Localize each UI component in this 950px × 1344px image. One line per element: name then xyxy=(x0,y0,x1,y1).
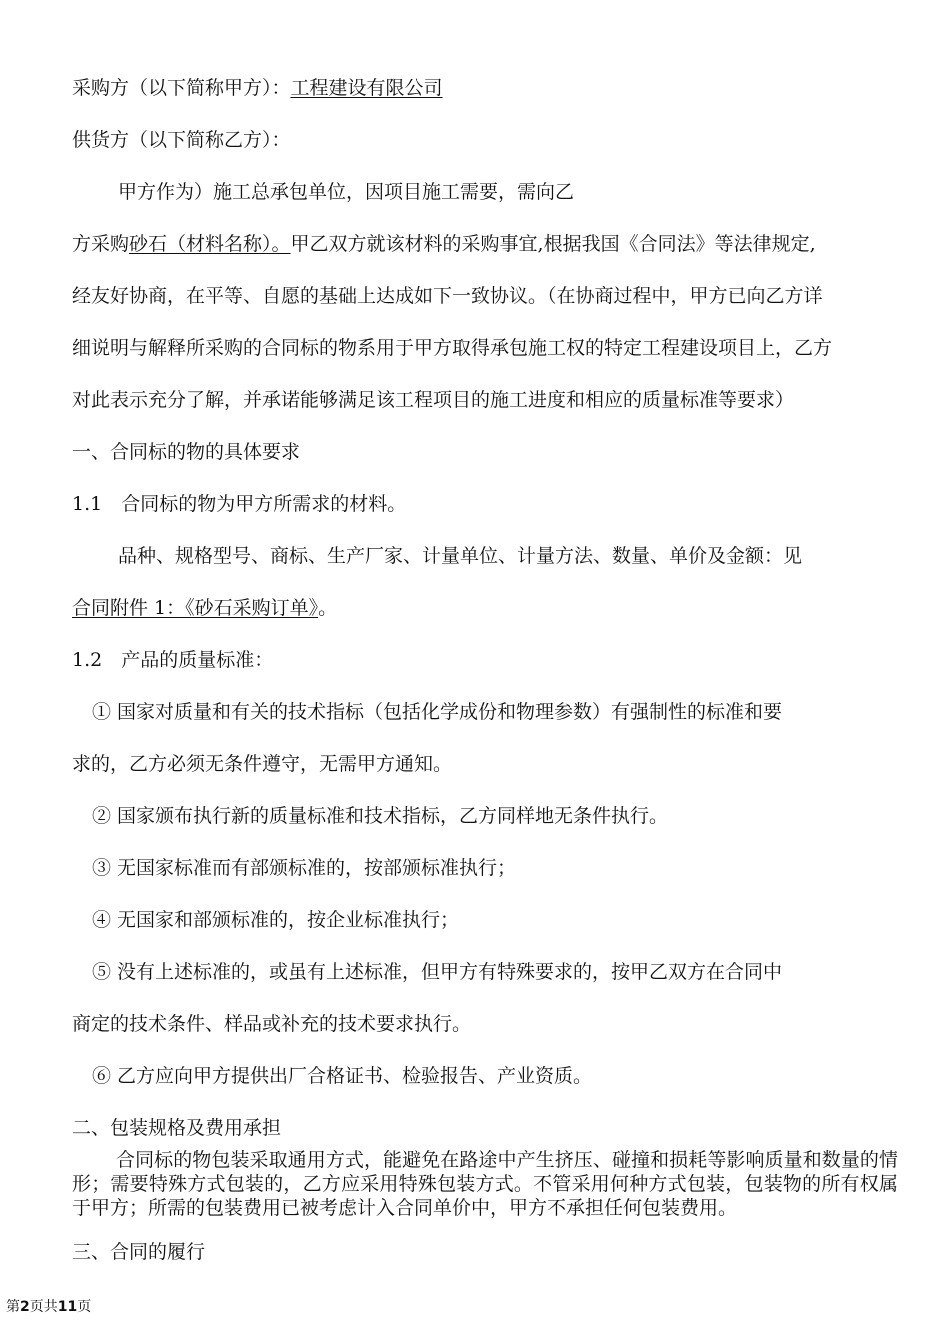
clause-1-1-detail: 品种、规格型号、商标、生产厂家、计量单位、计量方法、数量、单价及金额：见 xyxy=(118,545,803,567)
footer-suffix: 页 xyxy=(77,1299,92,1315)
intro-line-5: 对此表示充分了解，并承诺能够满足该工程项目的施工进度和相应的质量标准等要求） xyxy=(72,389,795,411)
quality-item-2: ② 国家颁布执行新的质量标准和技术指标，乙方同样地无条件执行。 xyxy=(92,805,669,827)
buyer-label: 采购方（以下简称甲方）： xyxy=(72,77,291,99)
quality-item-4: ④ 无国家和部颁标准的，按企业标准执行； xyxy=(92,909,460,931)
footer-total-pages: 11 xyxy=(57,1299,78,1315)
clause-1-1-attachment-line xyxy=(72,596,337,620)
footer-prefix: 第 xyxy=(6,1299,20,1315)
intro-line-4: 细说明与解释所采购的合同标的物系用于甲方取得承包施工权的特定工程建设项目上，乙方 xyxy=(72,337,833,359)
section-2-body: 合同标的物包装采取通用方式，能避免在路途中产生挤压、碰撞和损耗等影响质量和数量的情形；需要特殊方式包装的，乙方应采用特殊包装方式。不管采用何种方式包装，包装物的所有权属于甲方；所需的包装费用已被考虑计入合同单价中，甲方不承担任何包装费用。 xyxy=(72,1149,898,1219)
clause-1-2: 1.2 产品的质量标准： xyxy=(72,649,274,671)
quality-item-5-b: 商定的技术条件、样品或补充的技术要求执行。 xyxy=(72,1013,472,1035)
intro-line-3: 经友好协商，在平等、自愿的基础上达成如下一致协议。（在协商过程中，甲方已向乙方详 xyxy=(72,285,823,307)
intro-line-2-suffix: 甲乙双方就该材料的采购事宜,根据我国《合同法》等法律规定, xyxy=(290,233,816,255)
page-footer xyxy=(6,1298,91,1316)
attachment-reference: 合同附件 1：《砂石采购订单》 xyxy=(72,597,319,619)
quality-item-5-a: ⑤ 没有上述标准的，或虽有上述标准，但甲方有特殊要求的，按甲乙双方在合同中 xyxy=(92,961,783,983)
quality-item-3: ③ 无国家标准而有部颁标准的，按部颁标准执行； xyxy=(92,857,517,879)
section-3-title: 三、合同的履行 xyxy=(72,1241,206,1263)
clause-1-1: 1.1 合同标的物为甲方所需求的材料。 xyxy=(72,493,407,515)
section-2-title: 二、包装规格及费用承担 xyxy=(72,1117,282,1139)
attachment-end: 。 xyxy=(318,597,338,619)
buyer-name: 工程建设有限公司 xyxy=(290,77,443,99)
intro-line-2 xyxy=(72,232,816,256)
intro-line-1: 甲方作为）施工总承包单位，因项目施工需要，需向乙 xyxy=(118,181,575,203)
intro-line-2-prefix: 方采购 xyxy=(72,233,130,255)
buyer-line xyxy=(72,76,443,100)
section-1-title: 一、合同标的物的具体要求 xyxy=(72,441,301,463)
quality-item-1-a: ① 国家对质量和有关的技术指标（包括化学成份和物理参数）有强制性的标准和要 xyxy=(92,701,783,723)
footer-page-number: 2 xyxy=(20,1299,30,1315)
supplier-line: 供货方（以下简称乙方）： xyxy=(72,129,291,151)
quality-item-6: ⑥ 乙方应向甲方提供出厂合格证书、检验报告、产业资质。 xyxy=(92,1065,593,1087)
material-name: 砂石（材料名称）。 xyxy=(129,233,291,255)
footer-middle: 页共 xyxy=(29,1299,58,1315)
quality-item-1-b: 求的，乙方必须无条件遵守，无需甲方通知。 xyxy=(72,753,453,775)
